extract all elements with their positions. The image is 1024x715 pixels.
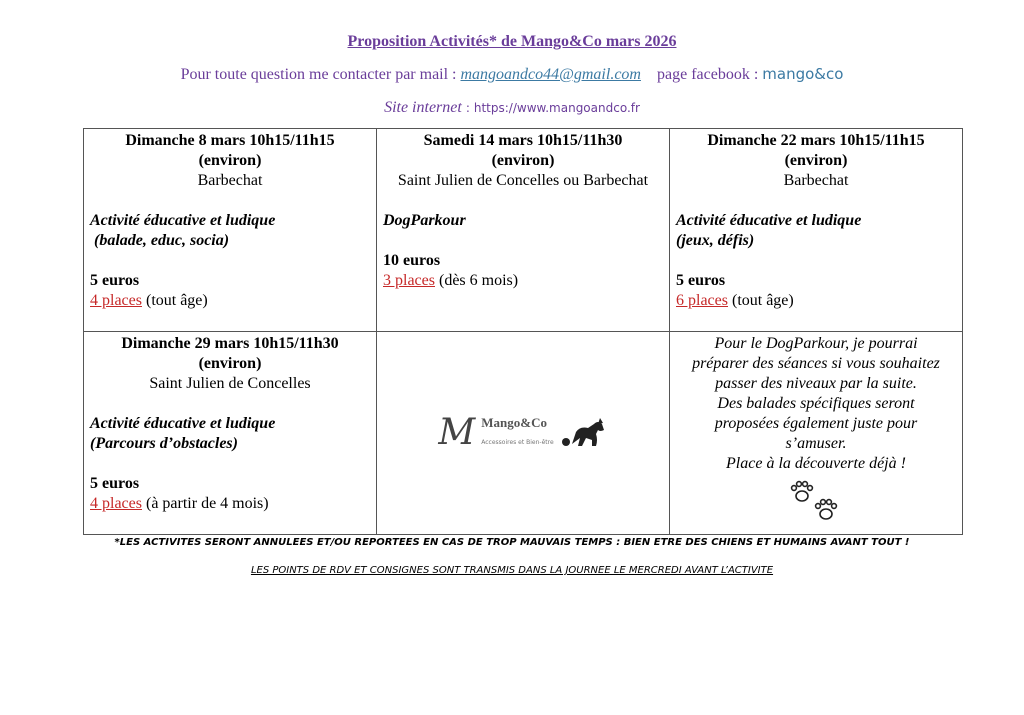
event-places-line <box>383 271 663 291</box>
event-title: Dimanche 8 mars 10h15/11h15 <box>125 132 335 149</box>
event-activity: DogParkour <box>383 212 466 229</box>
logo <box>438 413 607 453</box>
site-url-link[interactable]: https://www.mangoandco.fr <box>473 101 640 115</box>
event-approx: (environ) <box>198 152 262 169</box>
event-price: 5 euros <box>676 272 726 289</box>
event-cell <box>670 129 963 332</box>
event-approx: (environ) <box>784 152 848 169</box>
event-places-line <box>676 291 956 311</box>
note-line: Place à la découverte déjà ! <box>726 455 906 472</box>
event-title: Dimanche 29 mars 10h15/11h30 <box>121 335 339 352</box>
logo-tagline: Accessoires et Bien-être <box>481 439 554 446</box>
note-line: proposées également juste pour <box>714 415 918 432</box>
event-approx: (environ) <box>491 152 555 169</box>
event-cell <box>84 332 377 535</box>
note-line: Pour le DogParkour, je pourrai <box>714 335 918 352</box>
event-places-note: (à partir de 4 mois) <box>145 495 269 512</box>
event-places-line <box>90 291 370 311</box>
event-activity-detail: (Parcours d’obstacles) <box>90 435 238 452</box>
logo-name: Mango&Co <box>481 415 547 430</box>
event-price: 5 euros <box>90 475 140 492</box>
paw-prints-icon <box>676 478 956 530</box>
event-title: Samedi 14 mars 10h15/11h30 <box>423 132 623 149</box>
event-places: 6 places <box>676 292 728 309</box>
event-places-note: (tout âge) <box>145 292 208 309</box>
event-place: Saint Julien de Concelles ou Barbechat <box>397 172 649 189</box>
event-place: Barbechat <box>197 172 263 189</box>
page-title: Proposition Activités* de Mango&Co mars 2026 <box>347 33 677 50</box>
note-cell <box>670 332 963 535</box>
event-activity-detail: (jeux, défis) <box>676 232 755 249</box>
event-price: 5 euros <box>90 272 140 289</box>
site-label: Site internet <box>384 99 462 116</box>
event-activity-detail: (balade, educ, socia) <box>94 232 230 249</box>
dog-icon <box>560 416 608 450</box>
event-places: 4 places <box>90 292 142 309</box>
logo-initial: M <box>438 412 476 453</box>
weather-warning: *LES ACTIVITES SERONT ANNULEES ET/OU REPORTEES EN CAS DE TROP MAUVAIS TEMPS : BIEN ETRE DES CHIENS ET HUMAINS AVANT TOUT ! <box>114 537 910 548</box>
event-place: Barbechat <box>783 172 849 189</box>
site-colon: : <box>465 101 470 115</box>
event-price: 10 euros <box>383 252 441 269</box>
email-link[interactable]: mangoandco44@gmail.com <box>460 66 641 83</box>
event-places: 4 places <box>90 495 142 512</box>
facebook-link[interactable]: mango&co <box>762 65 844 83</box>
event-title: Dimanche 22 mars 10h15/11h15 <box>707 132 925 149</box>
event-places-note: (tout âge) <box>731 292 794 309</box>
site-line <box>0 99 1024 117</box>
event-approx: (environ) <box>198 355 262 372</box>
contact-prefix: Pour toute question me contacter par mail : <box>180 66 457 83</box>
event-cell <box>377 129 670 332</box>
event-places-line <box>90 494 370 514</box>
event-places: 3 places <box>383 272 435 289</box>
event-place: Saint Julien de Concelles <box>149 375 311 392</box>
event-activity: Activité éducative et ludique <box>676 212 862 229</box>
event-cell <box>84 129 377 332</box>
note-line: s’amuser. <box>785 435 847 452</box>
note-line: Des balades spécifiques seront <box>717 395 915 412</box>
event-activity: Activité éducative et ludique <box>90 212 276 229</box>
event-activity: Activité éducative et ludique <box>90 415 276 432</box>
activities-table <box>83 128 963 535</box>
rdv-notice: LES POINTS DE RDV ET CONSIGNES SONT TRANSMIS DANS LA JOURNEE LE MERCREDI AVANT L’ACTIVITE <box>250 565 774 576</box>
facebook-prefix: page facebook : <box>656 66 759 83</box>
note-line: passer des niveaux par la suite. <box>715 375 917 392</box>
note-line: préparer des séances si vous souhaitez <box>692 355 940 372</box>
logo-cell <box>377 332 670 535</box>
event-places-note: (dès 6 mois) <box>438 272 519 289</box>
contact-line <box>0 65 1024 84</box>
